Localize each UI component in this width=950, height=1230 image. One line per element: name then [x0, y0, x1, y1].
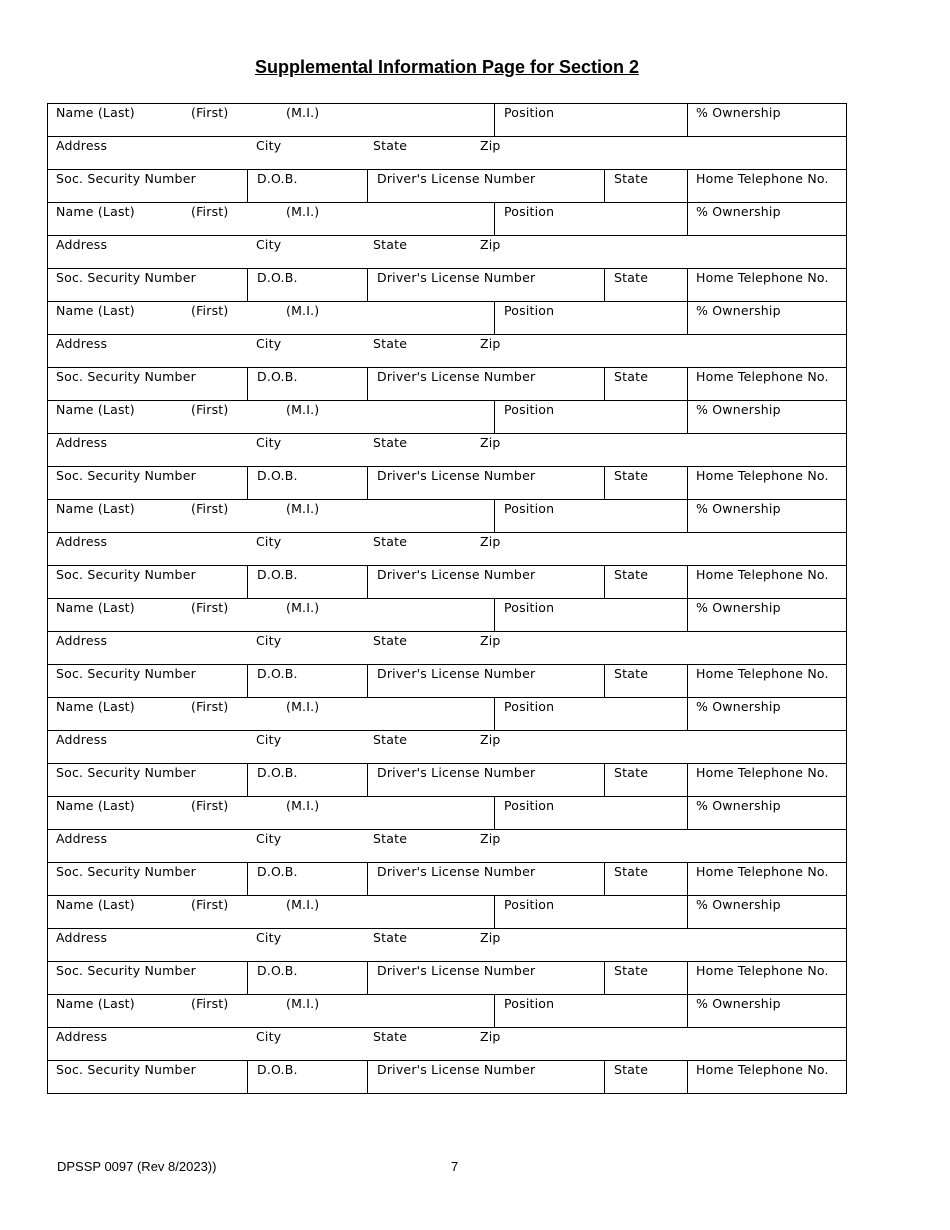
ownership-label: % Ownership: [696, 996, 781, 1011]
ownership-label: % Ownership: [696, 303, 781, 318]
state-label: State: [373, 633, 408, 648]
address-row: [47, 830, 847, 863]
ssn-cell[interactable]: [48, 170, 247, 202]
dob-label: D.O.B.: [257, 765, 298, 780]
home-phone-cell[interactable]: [687, 863, 848, 895]
ownership-cell[interactable]: [687, 302, 848, 334]
state-label: State: [373, 1029, 408, 1044]
dl-state-cell[interactable]: [604, 170, 687, 202]
address-cell[interactable]: [48, 1028, 848, 1060]
dl-state-label: State: [614, 666, 649, 681]
dob-label: D.O.B.: [257, 1062, 298, 1077]
name-cell[interactable]: [48, 401, 494, 433]
city-label: City: [256, 930, 282, 945]
drivers-license-label: Driver's License Number: [377, 468, 536, 483]
dob-label: D.O.B.: [257, 468, 298, 483]
middle-initial-label: (M.I.): [286, 501, 320, 516]
position-cell[interactable]: [494, 896, 687, 928]
drivers-license-cell[interactable]: [367, 665, 604, 697]
first-name-label: (First): [191, 600, 229, 615]
state-label: State: [373, 336, 408, 351]
dl-state-cell[interactable]: [604, 962, 687, 994]
address-cell[interactable]: [48, 236, 848, 268]
dl-state-cell[interactable]: [604, 665, 687, 697]
state-label: State: [373, 138, 408, 153]
home-phone-cell[interactable]: [687, 368, 848, 400]
address-label: Address: [56, 1029, 108, 1044]
position-label: Position: [504, 303, 555, 318]
ownership-cell[interactable]: [687, 599, 848, 631]
dob-label: D.O.B.: [257, 171, 298, 186]
drivers-license-cell[interactable]: [367, 467, 604, 499]
first-name-label: (First): [191, 897, 229, 912]
dl-state-label: State: [614, 567, 649, 582]
home-phone-label: Home Telephone No.: [696, 567, 829, 582]
address-cell[interactable]: [48, 731, 848, 763]
zip-label: Zip: [480, 930, 501, 945]
name-cell[interactable]: [48, 599, 494, 631]
drivers-license-cell[interactable]: [367, 566, 604, 598]
zip-label: Zip: [480, 633, 501, 648]
name-cell[interactable]: [48, 302, 494, 334]
dl-state-label: State: [614, 1062, 649, 1077]
ownership-cell[interactable]: [687, 401, 848, 433]
ssn-label: Soc. Security Number: [56, 468, 196, 483]
first-name-label: (First): [191, 303, 229, 318]
identity-row: [47, 764, 847, 797]
home-phone-cell[interactable]: [687, 665, 848, 697]
name-row: [47, 500, 847, 533]
dl-state-label: State: [614, 171, 649, 186]
dob-label: D.O.B.: [257, 963, 298, 978]
middle-initial-label: (M.I.): [286, 699, 320, 714]
home-phone-cell[interactable]: [687, 170, 848, 202]
home-phone-cell[interactable]: [687, 269, 848, 301]
first-name-label: (First): [191, 996, 229, 1011]
dob-cell[interactable]: [247, 665, 367, 697]
position-label: Position: [504, 105, 555, 120]
middle-initial-label: (M.I.): [286, 402, 320, 417]
dob-label: D.O.B.: [257, 567, 298, 582]
address-row: [47, 236, 847, 269]
drivers-license-label: Driver's License Number: [377, 270, 536, 285]
address-cell[interactable]: [48, 929, 848, 961]
dl-state-cell[interactable]: [604, 1061, 687, 1093]
address-row: [47, 434, 847, 467]
name-last-label: Name (Last): [56, 204, 135, 219]
ownership-label: % Ownership: [696, 204, 781, 219]
drivers-license-cell[interactable]: [367, 170, 604, 202]
page-title: Supplemental Information Page for Section 2: [254, 57, 640, 77]
ssn-cell[interactable]: [48, 566, 247, 598]
middle-initial-label: (M.I.): [286, 897, 320, 912]
dob-label: D.O.B.: [257, 369, 298, 384]
middle-initial-label: (M.I.): [286, 996, 320, 1011]
name-row: [47, 401, 847, 434]
address-row: [47, 335, 847, 368]
name-row: [47, 302, 847, 335]
position-cell[interactable]: [494, 401, 687, 433]
ssn-label: Soc. Security Number: [56, 864, 196, 879]
address-label: Address: [56, 435, 108, 450]
drivers-license-label: Driver's License Number: [377, 666, 536, 681]
city-label: City: [256, 138, 282, 153]
ownership-cell[interactable]: [687, 104, 848, 136]
dl-state-cell[interactable]: [604, 566, 687, 598]
position-label: Position: [504, 204, 555, 219]
city-label: City: [256, 1029, 282, 1044]
name-row: [47, 599, 847, 632]
drivers-license-label: Driver's License Number: [377, 369, 536, 384]
first-name-label: (First): [191, 501, 229, 516]
dl-state-label: State: [614, 765, 649, 780]
home-phone-label: Home Telephone No.: [696, 369, 829, 384]
ssn-cell[interactable]: [48, 962, 247, 994]
first-name-label: (First): [191, 699, 229, 714]
name-last-label: Name (Last): [56, 996, 135, 1011]
position-label: Position: [504, 699, 555, 714]
drivers-license-cell[interactable]: [367, 1061, 604, 1093]
owner-info-table: [47, 103, 847, 1094]
zip-label: Zip: [480, 831, 501, 846]
address-label: Address: [56, 534, 108, 549]
home-phone-label: Home Telephone No.: [696, 864, 829, 879]
first-name-label: (First): [191, 204, 229, 219]
name-cell[interactable]: [48, 995, 494, 1027]
home-phone-label: Home Telephone No.: [696, 270, 829, 285]
ownership-cell[interactable]: [687, 797, 848, 829]
dob-cell[interactable]: [247, 1061, 367, 1093]
name-last-label: Name (Last): [56, 699, 135, 714]
address-cell[interactable]: [48, 335, 848, 367]
dob-cell[interactable]: [247, 467, 367, 499]
ssn-cell[interactable]: [48, 863, 247, 895]
name-last-label: Name (Last): [56, 600, 135, 615]
zip-label: Zip: [480, 1029, 501, 1044]
ownership-label: % Ownership: [696, 600, 781, 615]
address-cell[interactable]: [48, 632, 848, 664]
dl-state-cell[interactable]: [604, 863, 687, 895]
home-phone-label: Home Telephone No.: [696, 666, 829, 681]
ssn-label: Soc. Security Number: [56, 666, 196, 681]
address-row: [47, 929, 847, 962]
dob-cell[interactable]: [247, 962, 367, 994]
zip-label: Zip: [480, 732, 501, 747]
dl-state-label: State: [614, 369, 649, 384]
identity-row: [47, 368, 847, 401]
name-last-label: Name (Last): [56, 897, 135, 912]
ownership-label: % Ownership: [696, 897, 781, 912]
identity-row: [47, 170, 847, 203]
name-row: [47, 995, 847, 1028]
dl-state-label: State: [614, 468, 649, 483]
city-label: City: [256, 237, 282, 252]
home-phone-cell[interactable]: [687, 764, 848, 796]
state-label: State: [373, 435, 408, 450]
drivers-license-label: Driver's License Number: [377, 171, 536, 186]
city-label: City: [256, 336, 282, 351]
city-label: City: [256, 534, 282, 549]
position-cell[interactable]: [494, 203, 687, 235]
drivers-license-label: Driver's License Number: [377, 567, 536, 582]
dob-cell[interactable]: [247, 764, 367, 796]
drivers-license-label: Driver's License Number: [377, 864, 536, 879]
name-row: [47, 104, 847, 137]
home-phone-cell[interactable]: [687, 1061, 848, 1093]
state-label: State: [373, 831, 408, 846]
address-row: [47, 632, 847, 665]
address-row: [47, 1028, 847, 1061]
name-row: [47, 203, 847, 236]
state-label: State: [373, 930, 408, 945]
name-row: [47, 896, 847, 929]
address-label: Address: [56, 831, 108, 846]
address-row: [47, 731, 847, 764]
drivers-license-cell[interactable]: [367, 764, 604, 796]
address-label: Address: [56, 732, 108, 747]
ownership-cell[interactable]: [687, 698, 848, 730]
form-id: DPSSP 0097 (Rev 8/2023)): [57, 1159, 217, 1174]
dob-cell[interactable]: [247, 170, 367, 202]
position-label: Position: [504, 996, 555, 1011]
middle-initial-label: (M.I.): [286, 600, 320, 615]
ssn-cell[interactable]: [48, 1061, 247, 1093]
ownership-label: % Ownership: [696, 402, 781, 417]
zip-label: Zip: [480, 435, 501, 450]
dob-label: D.O.B.: [257, 864, 298, 879]
name-last-label: Name (Last): [56, 303, 135, 318]
name-cell[interactable]: [48, 797, 494, 829]
drivers-license-label: Driver's License Number: [377, 963, 536, 978]
address-label: Address: [56, 930, 108, 945]
home-phone-label: Home Telephone No.: [696, 1062, 829, 1077]
identity-row: [47, 863, 847, 896]
ssn-label: Soc. Security Number: [56, 567, 196, 582]
identity-row: [47, 467, 847, 500]
position-cell[interactable]: [494, 599, 687, 631]
name-cell[interactable]: [48, 104, 494, 136]
position-cell[interactable]: [494, 995, 687, 1027]
zip-label: Zip: [480, 336, 501, 351]
address-row: [47, 533, 847, 566]
ssn-label: Soc. Security Number: [56, 963, 196, 978]
name-last-label: Name (Last): [56, 501, 135, 516]
name-last-label: Name (Last): [56, 402, 135, 417]
zip-label: Zip: [480, 237, 501, 252]
home-phone-label: Home Telephone No.: [696, 765, 829, 780]
dl-state-cell[interactable]: [604, 269, 687, 301]
dob-cell[interactable]: [247, 566, 367, 598]
ssn-cell[interactable]: [48, 764, 247, 796]
address-cell[interactable]: [48, 830, 848, 862]
home-phone-cell[interactable]: [687, 467, 848, 499]
drivers-license-cell[interactable]: [367, 863, 604, 895]
dl-state-cell[interactable]: [604, 368, 687, 400]
city-label: City: [256, 633, 282, 648]
home-phone-label: Home Telephone No.: [696, 468, 829, 483]
middle-initial-label: (M.I.): [286, 303, 320, 318]
position-cell[interactable]: [494, 797, 687, 829]
identity-row: [47, 962, 847, 995]
ownership-label: % Ownership: [696, 798, 781, 813]
ssn-cell[interactable]: [48, 368, 247, 400]
state-label: State: [373, 732, 408, 747]
identity-row: [47, 665, 847, 698]
position-cell[interactable]: [494, 104, 687, 136]
name-cell[interactable]: [48, 896, 494, 928]
city-label: City: [256, 831, 282, 846]
drivers-license-cell[interactable]: [367, 368, 604, 400]
name-last-label: Name (Last): [56, 798, 135, 813]
ssn-label: Soc. Security Number: [56, 369, 196, 384]
city-label: City: [256, 732, 282, 747]
dob-label: D.O.B.: [257, 270, 298, 285]
ownership-label: % Ownership: [696, 699, 781, 714]
position-cell[interactable]: [494, 698, 687, 730]
ssn-cell[interactable]: [48, 665, 247, 697]
identity-row: [47, 566, 847, 599]
zip-label: Zip: [480, 534, 501, 549]
position-cell[interactable]: [494, 500, 687, 532]
position-cell[interactable]: [494, 302, 687, 334]
middle-initial-label: (M.I.): [286, 105, 320, 120]
address-label: Address: [56, 633, 108, 648]
ownership-label: % Ownership: [696, 501, 781, 516]
position-label: Position: [504, 402, 555, 417]
middle-initial-label: (M.I.): [286, 204, 320, 219]
dl-state-label: State: [614, 270, 649, 285]
first-name-label: (First): [191, 105, 229, 120]
dl-state-label: State: [614, 864, 649, 879]
position-label: Position: [504, 897, 555, 912]
dl-state-cell[interactable]: [604, 764, 687, 796]
dob-label: D.O.B.: [257, 666, 298, 681]
state-label: State: [373, 534, 408, 549]
name-cell[interactable]: [48, 698, 494, 730]
name-row: [47, 698, 847, 731]
ownership-cell[interactable]: [687, 896, 848, 928]
position-label: Position: [504, 600, 555, 615]
city-label: City: [256, 435, 282, 450]
address-label: Address: [56, 336, 108, 351]
page-number: 7: [451, 1159, 459, 1174]
address-cell[interactable]: [48, 533, 848, 565]
dob-cell[interactable]: [247, 368, 367, 400]
position-label: Position: [504, 501, 555, 516]
dl-state-label: State: [614, 963, 649, 978]
drivers-license-cell[interactable]: [367, 962, 604, 994]
position-label: Position: [504, 798, 555, 813]
ssn-cell[interactable]: [48, 269, 247, 301]
drivers-license-cell[interactable]: [367, 269, 604, 301]
dob-cell[interactable]: [247, 863, 367, 895]
dl-state-cell[interactable]: [604, 467, 687, 499]
ssn-label: Soc. Security Number: [56, 171, 196, 186]
identity-row: [47, 269, 847, 302]
address-row: [47, 137, 847, 170]
dob-cell[interactable]: [247, 269, 367, 301]
address-cell[interactable]: [48, 137, 848, 169]
ssn-label: Soc. Security Number: [56, 1062, 196, 1077]
zip-label: Zip: [480, 138, 501, 153]
identity-row: [47, 1061, 847, 1094]
address-label: Address: [56, 138, 108, 153]
ownership-label: % Ownership: [696, 105, 781, 120]
name-last-label: Name (Last): [56, 105, 135, 120]
first-name-label: (First): [191, 798, 229, 813]
state-label: State: [373, 237, 408, 252]
home-phone-label: Home Telephone No.: [696, 171, 829, 186]
drivers-license-label: Driver's License Number: [377, 1062, 536, 1077]
name-cell[interactable]: [48, 500, 494, 532]
drivers-license-label: Driver's License Number: [377, 765, 536, 780]
ownership-cell[interactable]: [687, 203, 848, 235]
home-phone-cell[interactable]: [687, 962, 848, 994]
home-phone-label: Home Telephone No.: [696, 963, 829, 978]
ssn-label: Soc. Security Number: [56, 270, 196, 285]
ownership-cell[interactable]: [687, 995, 848, 1027]
name-row: [47, 797, 847, 830]
name-cell[interactable]: [48, 203, 494, 235]
first-name-label: (First): [191, 402, 229, 417]
address-label: Address: [56, 237, 108, 252]
home-phone-cell[interactable]: [687, 566, 848, 598]
ssn-cell[interactable]: [48, 467, 247, 499]
ownership-cell[interactable]: [687, 500, 848, 532]
ssn-label: Soc. Security Number: [56, 765, 196, 780]
address-cell[interactable]: [48, 434, 848, 466]
middle-initial-label: (M.I.): [286, 798, 320, 813]
